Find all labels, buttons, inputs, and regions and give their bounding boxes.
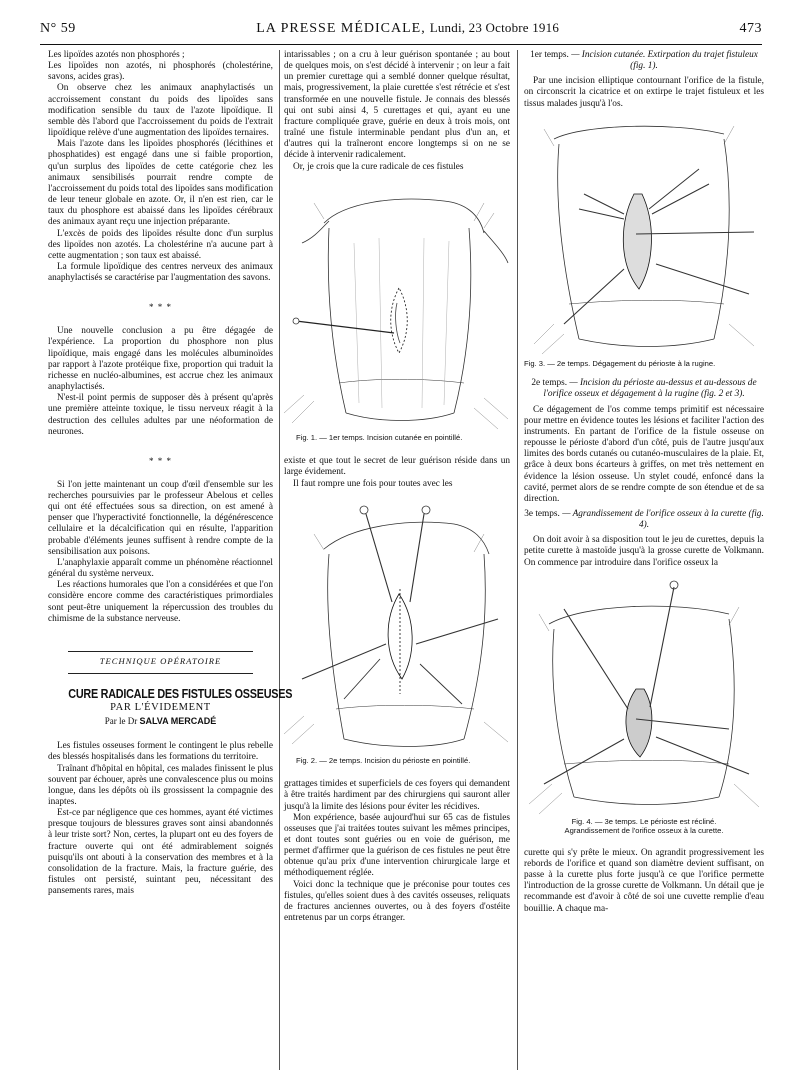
article-subtitle: PAR L'ÉVIDEMENT	[110, 702, 211, 714]
author-prefix: Par le Dr	[104, 716, 138, 727]
paragraph: Mon expérience, basée aujourd'hui sur 65 cas de fistules osseuses que j'ai traitées toutes suivant les mêmes principes, et dont toutes sont guéries ou en voie de guérison, me permet d'affirmer que la guérison de ces fistules ne peut être obtenue qu'au prix d'une intervention chirurgicale large et méthodiquement réglée.	[284, 812, 510, 879]
section-rule	[68, 673, 253, 674]
paragraph: Mais l'azote dans les lipoïdes phosphorés (lécithines et phosphatides) est engagé dans une si faible proportion, qu'un surplus des lipoïdes de cette catégorie chez les animaux sensibilisés pourrait rendre compte de l'accroissement du poids total des lipoïdes sans modification de leur teneur globale en azote. Or, il n'en est rien, car le taux du phosphore est abaissé dans les lipoïdes cérébraux des animaux ayant reçu une injection préparante.	[48, 139, 273, 228]
paragraph: Traînant d'hôpital en hôpital, ces malades finissent le plus souvent par échouer, après une convalescence plus ou moins longue, dans les dépôts où ils grossissent la compagnie des inaptes.	[48, 763, 273, 807]
paragraph: Ce dégagement de l'os comme temps primitif est nécessaire pour mettre en évidence toutes les lésions et faciliter l'action des instruments. En partant de l'orifice de la fistule osseuse on repousse le périoste d'abord d'un côté, puis de l'autre jusqu'aux limites des bords cutanés ou cutanéo-musculaires de la plaie. Et, grâce à deux bons écarteurs à griffes, on met très nettement en évidence la lésion osseuse. Un stylet coudé, enfoncé dans la cavité, permet alors de se rendre compte de son étendue et de sa direction.	[524, 404, 764, 504]
paragraph: grattages timides et superficiels de ces foyers qui demandent à être traités hardiment par des chirurgiens qui sauront aller jusqu'à la limite des lésions pour éviter les récidives.	[284, 779, 510, 812]
section-stars: * * *	[149, 302, 172, 313]
figure-3	[524, 114, 764, 369]
paragraph: Voici donc la technique que je préconise pour toutes ces fistules, qu'elles soient dues à des cavités osseuses, reliquats de fractures anciennes ouvertes, ou à des foyers d'ostéite entretenus par un corps étranger.	[284, 879, 510, 924]
figure-4-caption: Agrandissement de l'orifice osseux à la curette.	[564, 826, 724, 836]
step-title: — Agrandissement de l'orifice osseux à la curette (fig. 4).	[562, 509, 764, 531]
step-number: 3e temps.	[524, 509, 560, 519]
step-title: — Incision cutanée. Extirpation du trajet fistuleux (fig. 1).	[571, 50, 758, 72]
paragraph: curette qui s'y prête le mieux. On agrandit progressivement les rebords de l'orifice et quand son diamètre devient suffisant, on passe à la curette plus forte jusqu'à ce que l'orifice permette l'introduction de la grosse curette de Volkmann. Un détail que je recommande est d'avoir à côté de soi une cuvette remplie d'eau bouillie. A chaque ma-	[524, 847, 764, 914]
header-rule	[40, 44, 762, 45]
page-number: 473	[739, 21, 762, 36]
author-name: SALVA MERCADÉ	[139, 716, 217, 727]
paragraph: Est-ce par négligence que ces hommes, ayant été victimes presque toujours de blessures graves sont ainsi abandonnés à leur triste sort? Non, certes, la plupart ont eu des foyers de fracture ouverte qui ont été admirablement soignés puisqu'ils ont abouti à la conservation des membres et à la consolidation de la fracture. Mais, la fracture guérie, des fistules ont persisté, suintant peu, nécessitant des pansements rares, mais	[48, 808, 273, 897]
step-number: 2e temps.	[531, 378, 568, 389]
step-heading	[524, 50, 764, 72]
figure-2-illustration	[284, 494, 510, 756]
section-stars: * * *	[149, 455, 172, 466]
figure-3-illustration	[524, 114, 764, 359]
figure-1-illustration	[284, 183, 510, 433]
paragraph: Une nouvelle conclusion a pu être dégagée de l'expérience. La proportion du phosphore non plus lipoïdique, mais engagé dans les molécules albuminoïdes par rapport à l'azote protéique fixe, proportion qui traduit la richesse en nucléo-albumines, est accrue chez les animaux anaphylactisés.	[48, 326, 273, 393]
figure-4-illustration	[524, 579, 764, 817]
paragraph: intarissables ; on a cru à leur guérison spontanée ; au bout de quelques mois, on s'est décidé à intervenir ; on leur a fait un premier curettage qui a semblé donner quelque résultat, mais, progressivement, la plaie curettée s'est rétrécie et s'est transformée en une nouvelle fistule. Je connais des blessés qui ont subi ainsi 4, 5 curettages et qui, ayant eu une fracture compliquée grave, guérie en deux à trois mois, ont traîné une fistule interminable pendant plus d'un an, et d'autres qui la traîneront encore longtemps si on ne se décide à intervenir radicalement.	[284, 50, 510, 161]
paragraph: L'excès de poids des lipoïdes résulte donc d'un surplus des lipoïdes non azotés. La cholestérine n'a aucune part à cette augmentation ; son taux est abaissé.	[48, 228, 273, 261]
section-rule	[68, 651, 253, 652]
figure-4-caption: Fig. 4. — 3e temps. Le périoste est récliné.	[571, 816, 717, 826]
paragraph: On observe chez les animaux anaphylactisés un accroissement constant du poids des lipoïdes sans modification sensible du taux de l'azote lipoïdique. Il semble dès l'abord que l'accroissement du poids de l'extrait lipoïdique relève d'une augmentation des lipoïdes ternaires.	[48, 83, 273, 139]
issue-number: N° 59	[40, 21, 76, 36]
article-author	[48, 716, 273, 727]
paragraph: Les lipoïdes non azotés, ni phosphorés (cholestérine, savons, acides gras).	[48, 61, 273, 83]
figure-2-caption: Fig. 2. — 2e temps. Incision du périoste en pointillé.	[296, 755, 471, 765]
step-number: 1er temps.	[530, 50, 569, 60]
issue-date: Lundi, 23 Octobre 1916	[429, 20, 560, 35]
paragraph: Les réactions humorales que l'on a considérées et que l'on considère encore comme des caractéristiques primordiales sont peut-être uniquement la répercussion des troubles du chimisme de la substance nerveuse.	[48, 580, 273, 624]
page-header	[40, 20, 762, 40]
figure-1	[284, 183, 510, 443]
column-1	[48, 50, 293, 897]
paragraph: On doit avoir à sa disposition tout le jeu de curettes, depuis la petite curette à mastoïde jusqu'à la grosse curette de Volkmann. On commence par introduire dans l'orifice osseux la	[524, 535, 764, 568]
figure-3-caption: Fig. 3. — 2e temps. Dégagement du périoste à la rugine.	[524, 358, 716, 368]
step-heading	[524, 509, 764, 531]
journal-line	[256, 20, 559, 37]
step-heading	[524, 378, 764, 400]
step-title: — Incision du périoste au-dessus et au-dessous de l'orifice osseux et dégagement à la rugine (fig. 2 et 3).	[543, 378, 757, 400]
paragraph: La formule lipoïdique des centres nerveux des animaux anaphylactisés se caractérise par l'augmentation des savons.	[48, 261, 273, 284]
column-2	[284, 50, 510, 924]
paragraph: N'est-il point permis de supposer dès à présent qu'après une première atteinte toxique, le tissu nerveux réagit à la destruction des cellules adultes par une néoformation de neurones.	[48, 393, 273, 437]
section-heading: TECHNIQUE OPÉRATOIRE	[99, 655, 222, 666]
figure-2	[284, 494, 510, 766]
paragraph: Les fistules osseuses forment le contingent le plus rebelle des blessés hospitalisés dans les formations du territoire.	[48, 741, 273, 763]
figure-1-caption: Fig. 1. — 1er temps. Incision cutanée en pointillé.	[296, 432, 463, 442]
paragraph: Or, je crois que la cure radicale de ces fistules	[293, 161, 464, 172]
paragraph: Par une incision elliptique contournant l'orifice de la fistule, on circonscrit la cicatrice et on extirpe le trajet fistuleux et les tissus malades jusqu'à l'os.	[524, 76, 764, 109]
paragraph: Il faut rompre une fois pour toutes avec les	[293, 478, 453, 489]
paragraph: existe et que tout le secret de leur guérison réside dans un large évidement.	[284, 456, 510, 478]
column-3	[524, 50, 764, 915]
paragraph: L'anaphylaxie apparaît comme un phénomène réactionnel général du système nerveux.	[48, 557, 273, 580]
column-divider	[279, 50, 280, 1070]
article-title: CURE RADICALE DES FISTULES OSSEUSES	[68, 686, 293, 702]
figure-4	[524, 579, 764, 836]
paragraph: Les lipoïdes azotés non phosphorés ;	[48, 50, 185, 60]
paragraph: Si l'on jette maintenant un coup d'œil d'ensemble sur les recherches poursuivies par le professeur Abelous et celles qui ont été effectuées sous sa direction, on est amené à penser que l'hyperactivité fonctionnelle, la dégénérescence cellulaire et la décalcification qui en résulte, l'apparition probable d'éléments jeunes suffisent à rendre compte de la sensibilisation aux poisons.	[48, 479, 273, 557]
column-divider	[517, 50, 518, 1070]
journal-title: LA PRESSE MÉDICALE,	[256, 21, 426, 36]
